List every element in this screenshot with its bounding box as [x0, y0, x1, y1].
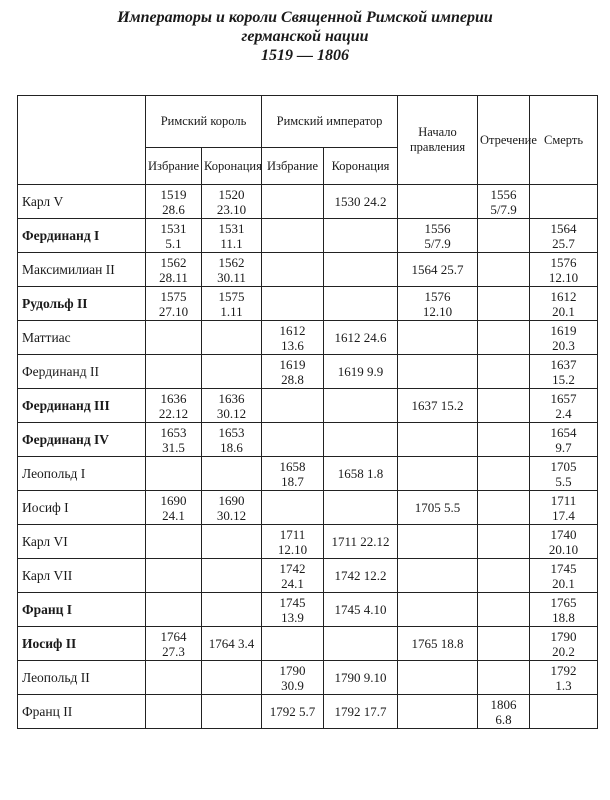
death-cell: [530, 219, 598, 253]
reign-start-cell: [398, 661, 478, 695]
emperor-coronation-cell: [324, 525, 398, 559]
king-election-value: 27.3: [162, 643, 185, 659]
emperor-coronation-cell: [324, 219, 398, 253]
death-value: 12.10: [548, 269, 579, 285]
reign-start-cell: [398, 253, 478, 287]
death-value: 1790: [550, 628, 577, 644]
king-election-cell: [146, 185, 202, 219]
king-coronation-value: 1764 3.4: [208, 635, 255, 651]
abdication-cell: [478, 593, 530, 627]
king-coronation-cell: [202, 627, 262, 661]
table-row: [18, 287, 598, 321]
emperor-coronation-value: 1619 9.9: [337, 363, 384, 379]
header-king-coronation: Коронация: [202, 148, 262, 185]
abdication-cell: [478, 253, 530, 287]
king-coronation-value: 23.10: [216, 201, 247, 217]
reign-start-cell: [398, 321, 478, 355]
king-coronation-cell: [202, 661, 262, 695]
death-cell: [530, 457, 598, 491]
death-value: 1654: [550, 424, 577, 440]
abdication-cell: [478, 423, 530, 457]
death-value: 1657: [550, 390, 577, 406]
king-election-value: 31.5: [162, 439, 185, 455]
table-header: [18, 96, 598, 185]
reign-start-value: 1564 25.7: [411, 261, 464, 277]
emperor-election-value: 1619: [279, 356, 306, 372]
reign-start-cell: [398, 627, 478, 661]
king-coronation-cell: [202, 559, 262, 593]
table-row: [18, 559, 598, 593]
death-value: 9.7: [555, 439, 572, 455]
ruler-name: Иосиф II: [18, 627, 146, 661]
emperor-election-value: 1742: [279, 560, 306, 576]
emperor-election-value: 24.1: [281, 575, 304, 591]
king-election-value: 1562: [160, 254, 187, 270]
table-row: [18, 627, 598, 661]
death-value: 20.1: [552, 303, 575, 319]
death-value: 1711: [550, 492, 577, 508]
header-roman-emperor: Римский император: [262, 96, 398, 148]
emperor-election-value: 30.9: [281, 677, 304, 693]
header-abdication: Отречение: [478, 96, 530, 185]
king-election-value: 24.1: [162, 507, 185, 523]
king-election-cell: [146, 593, 202, 627]
ruler-name: Фердинанд III: [18, 389, 146, 423]
header-roman-king: Римский король: [146, 96, 262, 148]
emperor-election-value: 12.10: [277, 541, 308, 557]
king-coronation-cell: [202, 253, 262, 287]
emperor-coronation-value: 1612 24.6: [334, 329, 387, 345]
ruler-name: Франц II: [18, 695, 146, 729]
death-value: 1745: [550, 560, 577, 576]
ruler-name: Рудольф II: [18, 287, 146, 321]
abdication-cell: [478, 491, 530, 525]
emperor-election-value: 18.7: [281, 473, 304, 489]
emperor-election-cell: [262, 389, 324, 423]
abdication-cell: [478, 355, 530, 389]
king-election-cell: [146, 423, 202, 457]
king-coronation-cell: [202, 355, 262, 389]
death-value: 1765: [550, 594, 577, 610]
table-row: [18, 695, 598, 729]
emperor-coronation-cell: [324, 321, 398, 355]
king-election-value: 1764: [160, 628, 187, 644]
abdication-cell: [478, 389, 530, 423]
abdication-cell: [478, 627, 530, 661]
emperor-election-value: 1658: [279, 458, 306, 474]
king-election-cell: [146, 457, 202, 491]
king-coronation-value: 1653: [218, 424, 245, 440]
king-coronation-cell: [202, 457, 262, 491]
table-body: [18, 185, 598, 729]
emperor-election-cell: [262, 423, 324, 457]
header-emperor-election: Избрание: [262, 148, 324, 185]
emperor-election-cell: [262, 253, 324, 287]
emperor-election-value: 1711: [279, 526, 306, 542]
abdication-cell: [478, 695, 530, 729]
table-row: [18, 219, 598, 253]
king-election-cell: [146, 389, 202, 423]
emperor-coronation-cell: [324, 457, 398, 491]
reign-start-cell: [398, 355, 478, 389]
reign-start-cell: [398, 389, 478, 423]
emperor-coronation-cell: [324, 287, 398, 321]
header-death: Смерть: [530, 96, 598, 185]
emperor-election-cell: [262, 219, 324, 253]
king-coronation-value: 1575: [218, 288, 245, 304]
abdication-cell: [478, 219, 530, 253]
king-election-value: 1531: [160, 220, 187, 236]
death-cell: [530, 423, 598, 457]
emperor-election-value: 1745: [279, 594, 306, 610]
death-value: 17.4: [552, 507, 575, 523]
death-cell: [530, 593, 598, 627]
table-row: [18, 457, 598, 491]
emperor-election-value: 1612: [279, 322, 306, 338]
header-reign-start: Начало правления: [398, 96, 478, 185]
reign-start-cell: [398, 457, 478, 491]
king-coronation-cell: [202, 695, 262, 729]
king-coronation-cell: [202, 185, 262, 219]
death-value: 20.3: [552, 337, 575, 353]
death-cell: [530, 321, 598, 355]
death-value: 1612: [550, 288, 577, 304]
emperor-election-value: 28.8: [281, 371, 304, 387]
emperor-coronation-value: 1790 9.10: [334, 669, 387, 685]
emperor-coronation-cell: [324, 185, 398, 219]
reign-start-value: 1765 18.8: [411, 635, 464, 651]
death-value: 20.2: [552, 643, 575, 659]
king-election-cell: [146, 559, 202, 593]
abdication-cell: [478, 287, 530, 321]
death-value: 1792: [550, 662, 577, 678]
king-election-cell: [146, 355, 202, 389]
emperor-election-value: 13.9: [281, 609, 304, 625]
abdication-cell: [478, 559, 530, 593]
emperors-table: [17, 95, 598, 729]
reign-start-value: 1556: [424, 220, 451, 236]
king-coronation-cell: [202, 321, 262, 355]
king-coronation-value: 1520: [218, 186, 245, 202]
king-election-cell: [146, 661, 202, 695]
abdication-cell: [478, 321, 530, 355]
king-election-value: 1636: [160, 390, 187, 406]
death-value: 1.3: [555, 677, 572, 693]
emperor-coronation-cell: [324, 627, 398, 661]
king-coronation-value: 1562: [218, 254, 245, 270]
emperor-coronation-cell: [324, 593, 398, 627]
emperor-election-cell: [262, 661, 324, 695]
emperor-election-value: 1790: [279, 662, 306, 678]
king-election-cell: [146, 627, 202, 661]
death-value: 1564: [550, 220, 577, 236]
emperor-election-cell: [262, 491, 324, 525]
death-value: 1637: [550, 356, 577, 372]
reign-start-cell: [398, 593, 478, 627]
death-cell: [530, 559, 598, 593]
king-coronation-value: 30.11: [217, 269, 246, 285]
reign-start-cell: [398, 559, 478, 593]
emperor-coronation-value: 1711 22.12: [331, 533, 390, 549]
emperor-election-cell: [262, 457, 324, 491]
title-line-1: Императоры и короли Священной Римской империи: [117, 9, 493, 26]
reign-start-cell: [398, 185, 478, 219]
king-election-value: 22.12: [158, 405, 189, 421]
page-title: [0, 8, 610, 65]
emperor-election-value: 1792 5.7: [269, 703, 316, 719]
reign-start-cell: [398, 287, 478, 321]
death-value: 5.5: [555, 473, 572, 489]
title-line-3: 1519 — 1806: [261, 47, 349, 64]
king-coronation-cell: [202, 219, 262, 253]
king-election-cell: [146, 491, 202, 525]
ruler-name: Франц I: [18, 593, 146, 627]
emperor-coronation-cell: [324, 491, 398, 525]
death-cell: [530, 525, 598, 559]
emperor-election-value: 13.6: [281, 337, 304, 353]
death-cell: [530, 287, 598, 321]
table-row: [18, 389, 598, 423]
death-value: 1619: [550, 322, 577, 338]
king-election-value: 27.10: [158, 303, 189, 319]
king-coronation-value: 30.12: [216, 507, 247, 523]
table-row: [18, 321, 598, 355]
abdication-cell: [478, 185, 530, 219]
death-value: 20.1: [552, 575, 575, 591]
abdication-cell: [478, 661, 530, 695]
reign-start-value: 5/7.9: [424, 235, 451, 251]
king-election-cell: [146, 287, 202, 321]
ruler-name: Фердинанд I: [18, 219, 146, 253]
table-row: [18, 185, 598, 219]
ruler-name: Максимилиан II: [18, 253, 146, 287]
king-coronation-value: 1636: [218, 390, 245, 406]
king-election-cell: [146, 525, 202, 559]
abdication-cell: [478, 457, 530, 491]
death-cell: [530, 185, 598, 219]
king-coronation-cell: [202, 423, 262, 457]
header-king-election: Избрание: [146, 148, 202, 185]
death-value: 18.8: [552, 609, 575, 625]
ruler-name: Иосиф I: [18, 491, 146, 525]
king-coronation-value: 1.11: [220, 303, 243, 319]
death-value: 2.4: [555, 405, 572, 421]
reign-start-value: 1705 5.5: [414, 499, 461, 515]
abdication-cell: [478, 525, 530, 559]
death-value: 25.7: [552, 235, 575, 251]
emperor-election-cell: [262, 525, 324, 559]
king-coronation-value: 1531: [218, 220, 245, 236]
emperor-election-cell: [262, 627, 324, 661]
emperor-election-cell: [262, 185, 324, 219]
header-emperor-coronation: Коронация: [324, 148, 398, 185]
abdication-value: 5/7.9: [490, 201, 517, 217]
emperor-coronation-cell: [324, 695, 398, 729]
table-row: [18, 423, 598, 457]
table-row: [18, 491, 598, 525]
reign-start-cell: [398, 525, 478, 559]
reign-start-cell: [398, 423, 478, 457]
ruler-name: Карл VI: [18, 525, 146, 559]
table-row: [18, 525, 598, 559]
king-coronation-cell: [202, 491, 262, 525]
reign-start-value: 1637 15.2: [411, 397, 464, 413]
emperor-coronation-cell: [324, 253, 398, 287]
emperor-coronation-value: 1792 17.7: [334, 703, 387, 719]
ruler-name: Маттиас: [18, 321, 146, 355]
emperor-election-cell: [262, 559, 324, 593]
ruler-name: Фердинанд II: [18, 355, 146, 389]
death-cell: [530, 389, 598, 423]
reign-start-cell: [398, 695, 478, 729]
king-election-value: 5.1: [165, 235, 182, 251]
table-row: [18, 355, 598, 389]
emperor-election-cell: [262, 695, 324, 729]
abdication-value: 1556: [490, 186, 517, 202]
ruler-name: Леопольд II: [18, 661, 146, 695]
king-election-value: 1575: [160, 288, 187, 304]
king-election-cell: [146, 321, 202, 355]
king-election-value: 1690: [160, 492, 187, 508]
death-value: 1576: [550, 254, 577, 270]
death-cell: [530, 695, 598, 729]
king-coronation-cell: [202, 593, 262, 627]
emperor-coronation-cell: [324, 661, 398, 695]
death-value: 1705: [550, 458, 577, 474]
header-name-cell: [18, 96, 146, 185]
reign-start-value: 12.10: [422, 303, 453, 319]
table-row: [18, 593, 598, 627]
abdication-value: 6.8: [495, 711, 512, 727]
death-cell: [530, 627, 598, 661]
king-election-cell: [146, 695, 202, 729]
emperor-coronation-value: 1530 24.2: [334, 193, 387, 209]
ruler-name: Леопольд I: [18, 457, 146, 491]
ruler-name: Карл V: [18, 185, 146, 219]
emperor-election-cell: [262, 287, 324, 321]
king-election-value: 1519: [160, 186, 187, 202]
death-cell: [530, 253, 598, 287]
king-coronation-value: 11.1: [220, 235, 243, 251]
emperor-election-cell: [262, 593, 324, 627]
king-coronation-value: 18.6: [220, 439, 243, 455]
king-coronation-value: 30.12: [216, 405, 247, 421]
emperor-coronation-value: 1742 12.2: [334, 567, 387, 583]
king-coronation-cell: [202, 389, 262, 423]
death-cell: [530, 491, 598, 525]
king-election-value: 28.6: [162, 201, 185, 217]
king-election-cell: [146, 219, 202, 253]
death-value: 20.10: [548, 541, 579, 557]
king-coronation-cell: [202, 287, 262, 321]
death-cell: [530, 661, 598, 695]
king-election-cell: [146, 253, 202, 287]
emperor-election-cell: [262, 355, 324, 389]
king-election-value: 28.11: [159, 269, 188, 285]
emperor-coronation-cell: [324, 389, 398, 423]
king-coronation-value: 1690: [218, 492, 245, 508]
death-value: 15.2: [552, 371, 575, 387]
title-line-2: германской нации: [241, 28, 369, 45]
death-value: 1740: [550, 526, 577, 542]
king-election-value: 1653: [160, 424, 187, 440]
table-row: [18, 661, 598, 695]
reign-start-cell: [398, 219, 478, 253]
ruler-name: Фердинанд IV: [18, 423, 146, 457]
emperor-coronation-value: 1745 4.10: [334, 601, 387, 617]
king-coronation-cell: [202, 525, 262, 559]
reign-start-cell: [398, 491, 478, 525]
death-cell: [530, 355, 598, 389]
emperor-election-cell: [262, 321, 324, 355]
emperor-coronation-cell: [324, 559, 398, 593]
table-row: [18, 253, 598, 287]
emperor-coronation-cell: [324, 355, 398, 389]
emperor-coronation-cell: [324, 423, 398, 457]
reign-start-value: 1576: [424, 288, 451, 304]
emperor-coronation-value: 1658 1.8: [337, 465, 384, 481]
ruler-name: Карл VII: [18, 559, 146, 593]
abdication-value: 1806: [490, 696, 517, 712]
